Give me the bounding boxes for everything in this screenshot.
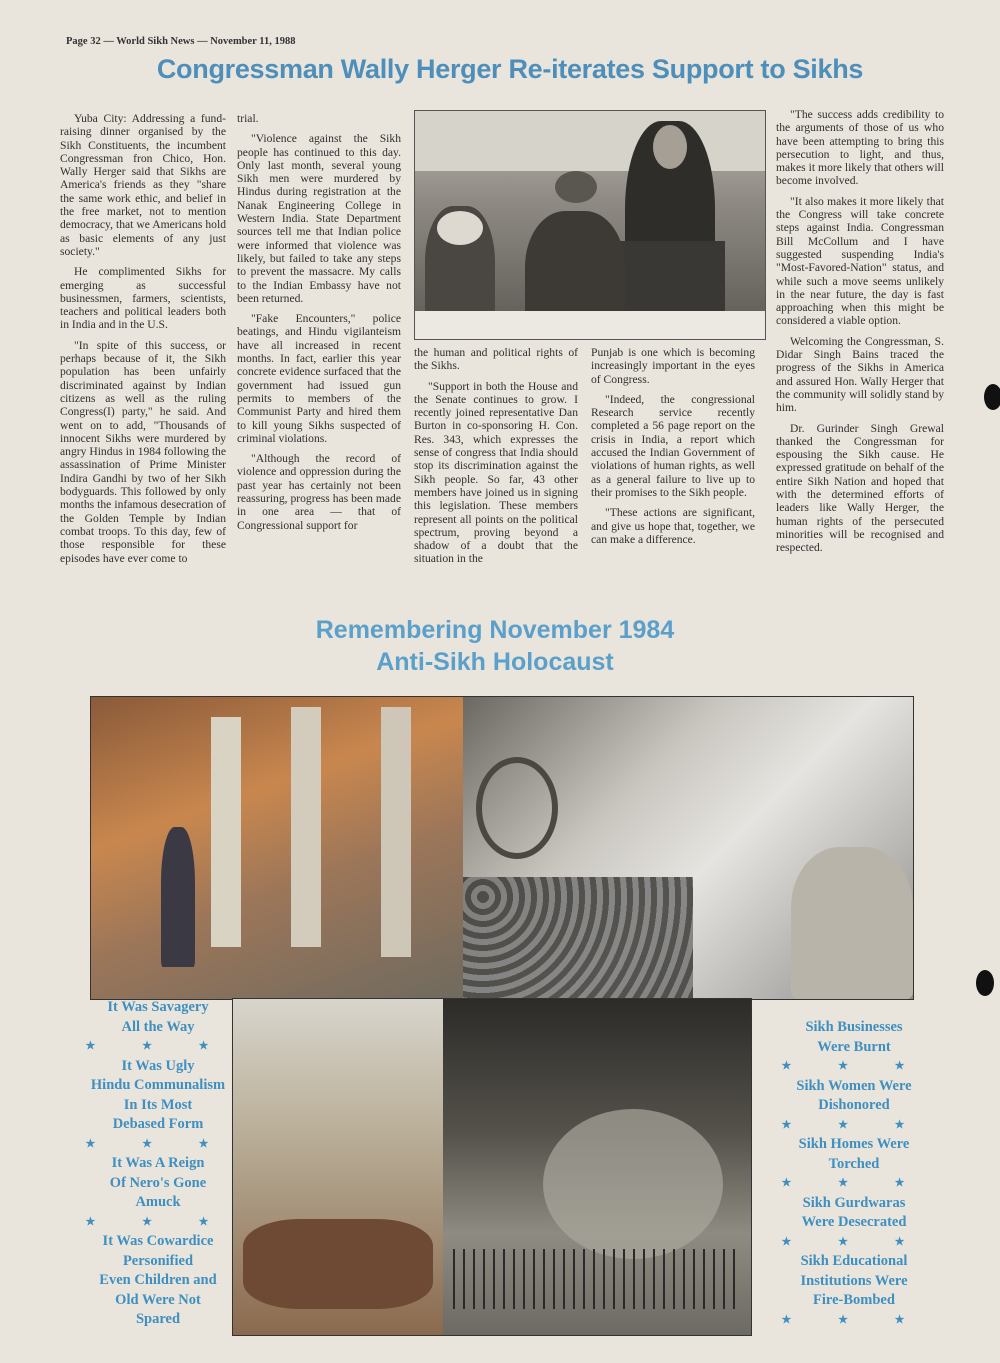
col2-para-2: "Violence against the Sikh people has continued to this day. Only last month, several young Sikh men were murdered by Hindus during registration at the Nanak Engineering College in Western India. State Department sources tell me that Indian police were informed that violence was likely, but failed to take any steps to prevent the massacre. My calls to the Indian Embassy have not been returned. [237,132,401,305]
slogan-line: It Was Cowardice [102,1233,214,1249]
bodies-on-ground [243,1219,433,1309]
iron-fence [453,1249,743,1309]
article-column-1 [60,112,226,572]
slogan-line: Sikh Homes Were [798,1136,910,1152]
binder-hole-bottom [976,970,994,996]
subhead-line-2: Anti-Sikh Holocaust [376,648,614,676]
left-slogan-list [84,998,232,1330]
grille [463,877,693,999]
star-divider: ★ ★ ★ [781,1313,927,1326]
table [415,311,765,339]
article-headline: Congressman Wally Herger Re-iterates Support to Sikhs [156,54,864,84]
col5-para-2: "It also makes it more likely that the Congress will take concrete steps against India. Congressman Bill McCollum and I have suggested suspending India's "Most-Favored-Nation" status, and while such a move seems unlikely in the near future, the day is fast approaching when this might be considered a viable option. [776,194,944,328]
smoke [543,1109,723,1259]
slogan-line: Even Children and [99,1272,217,1288]
slogan-line: It Was Savagery [107,999,209,1015]
star-divider: ★ ★ ★ [781,1060,927,1072]
article-column-2 [237,112,401,539]
article-column-5 [776,108,944,562]
slogan-line: It Was A Reign [111,1155,205,1171]
pillar-3 [381,707,411,957]
col5-para-1: "The success adds credibility to the arguments of those of us who have been attempting to bring this persecution to light, and thus, makes it more likely that others will become involved. [776,108,944,188]
standing-man [161,827,195,967]
slogan-line: All the Way [121,1018,195,1035]
col4-para-3: "These actions are significant, and give us hope that, together, we can make a difference. [591,506,755,546]
section-subhead [270,614,720,678]
slogan-line: Fire-Bombed [813,1292,895,1308]
col1-para-1: Yuba City: Addressing a fund-raising dinner organised by the Sikh Constituents, the incumbent Congressman fron Chico, Hon. Wally Herger said that Sikhs are America's friends as they "share the same work ethic, and belief in the free market, not to mention democracy, that we Americans hold as basic elements of any just society." [60,112,226,258]
slogan-line: Institutions Were [800,1272,908,1289]
slogan-line: Personified [122,1252,194,1269]
turban-2 [555,171,597,203]
right-slogan-list [764,1018,944,1330]
khanda-emblem [476,757,558,859]
slogan-line: Were Desecrated [801,1214,907,1230]
slogan-line: Sikh Businesses [805,1019,903,1035]
slogan-line: Debased Form [112,1116,204,1132]
slogan-line: Sikh Women Were [796,1077,912,1094]
slogan-line: It Was Ugly [121,1057,195,1074]
slogan-line: Were Burnt [817,1038,891,1055]
slogan-line: Old Were Not [115,1291,201,1308]
pointing-man [791,847,913,999]
slogan-line: Torched [828,1155,880,1172]
riot-photo-collage [90,696,914,1000]
slogan-line: Amuck [135,1194,181,1210]
article-column-3 [414,346,578,573]
binder-hole-top [984,384,1000,410]
slogan-line: Hindu Communalism [90,1077,226,1093]
col5-para-3: Welcoming the Congressman, S. Didar Singh Bains traced the progress of the Sikhs in America and assured Hon. Wally Herger that the community will solidly stand by him. [776,334,944,415]
star-divider: ★ ★ ★ [85,1137,231,1150]
col5-para-4: Dr. Gurinder Singh Grewal thanked the Congressman for espousing the Sikh cause. He expressed gratitude on behalf of the entire Sikh Nation and hoped that with the determined efforts of leaders like Wally Herger, the human rights of the persecuted minorities will be recognised and respected. [776,421,944,555]
star-divider: ★ ★ ★ [85,1040,231,1052]
slogan-line: Sikh Gurdwaras [802,1194,906,1211]
slogan-line: Spared [135,1311,181,1327]
slogan-line: Of Nero's Gone [109,1174,207,1191]
col3-para-1: the human and political rights of the Sikhs. [414,346,578,373]
col1-para-3: "In spite of this success, or perhaps because of it, the Sikh population has been unfairly discriminated against by Indian citizens as well as the ruling Congress(I) party," he said. And went on to add, "Thousands of innocent Sikhs were murdered by angry Hindus in 1984 following the assassination of Prime Minister Indira Gandhi by two of her Sikh bodyguards. This followed by only months the infamous desecration of the Golden Temple by Indian combat troops. To this day, few of those responsible for these episodes have ever come to [60,338,226,565]
speaker-face [653,125,687,169]
article-column-4 [591,346,755,553]
star-divider: ★ ★ ★ [781,1235,927,1248]
col4-para-2: "Indeed, the congressional Research service recently completed a 56 page report on the crisis in India, a report which accused the Indian Government of violations of human rights, as well as a general failure to live up to their promises to the Sikh people. [591,392,755,499]
col4-para-1: Punjab is one which is becoming increasingly important in the eyes of Congress. [591,346,755,386]
turban-1 [437,211,483,245]
col2-para-3: "Fake Encounters," police beatings, and Hindu vigilanteism have all increased in recent months. In fact, earlier this year concrete evidence surfaced that the government had issued gun permits to members of the Communist Party and hired them to kill young Sikhs suspected of criminal violations. [237,312,401,445]
dinner-photo [414,110,766,340]
slogan-line: Sikh Educational [800,1253,908,1269]
page-folio: Page 32 — World Sikh News — November 11, 1988 [66,36,296,47]
star-divider: ★ ★ ★ [781,1118,927,1131]
subhead-line-1: Remembering November 1984 [315,616,675,644]
star-divider: ★ ★ ★ [85,1215,231,1228]
col2-para-1: trial. [237,112,259,125]
slogan-line: Dishonored [818,1097,890,1113]
col2-para-4: "Although the record of violence and oppression during the past year has certainly not been reassuring, progress has been made in one area — that of Congressional support for [237,452,401,532]
pillar-1 [211,717,241,947]
col3-para-2: "Support in both the House and the Senate continues to grow. I recently joined representative Dan Burton in co-sponsoring H. Con. Res. 343, which expresses the sense of congress that India should stop its discrimination against the Sikh people. So far, 43 other members have joined us in signing this legislation. These members represent all points on the political spectrum, proving beyond a shadow of a doubt that the situation in the [414,379,578,566]
col1-para-2: He complimented Sikhs for emerging as successful businessmen, farmers, scientists, teachers and political leaders both in India and in the U.S. [60,265,226,332]
star-divider: ★ ★ ★ [781,1177,927,1189]
slogan-line: In Its Most [123,1096,193,1113]
victims-photo-collage [232,998,752,1336]
pillar-2 [291,707,321,947]
